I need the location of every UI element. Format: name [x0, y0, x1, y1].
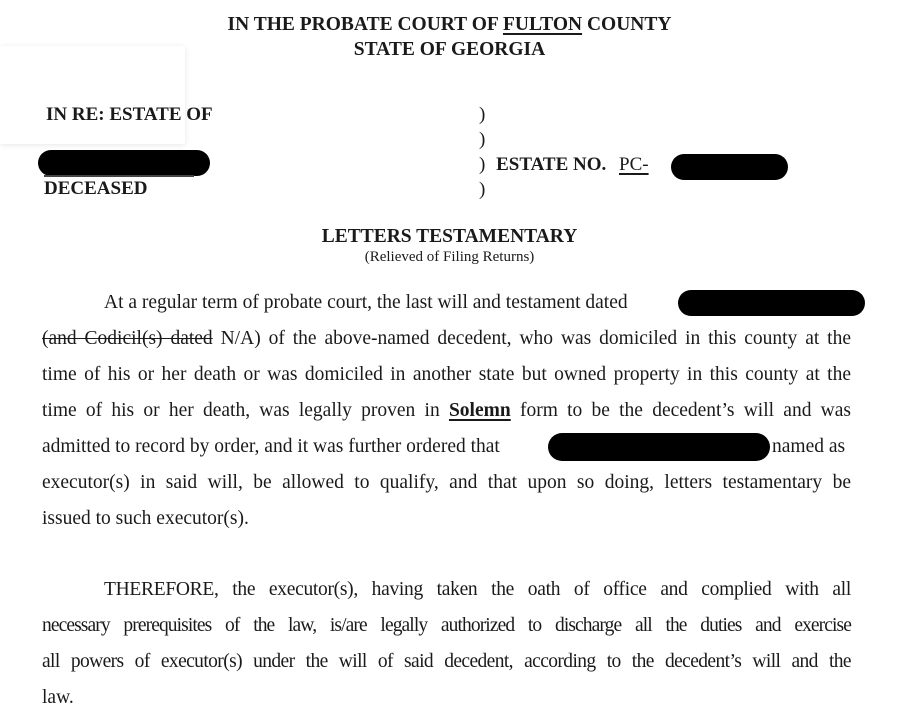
p2-line-4: law.: [42, 687, 74, 708]
decedent-name-redaction: [38, 150, 210, 176]
estate-no-label: ESTATE NO.: [496, 154, 607, 175]
p1-line-2: [42, 328, 851, 350]
codicil-na: N/A: [220, 328, 255, 349]
state-heading: STATE OF GEORGIA: [353, 39, 546, 60]
executor-name-redaction: [548, 433, 770, 461]
p1-line-3: time of his or her death or was domiciled in another state but owned property in this county at the: [42, 364, 851, 385]
deceased-label: DECEASED: [44, 178, 148, 199]
p1-line-4-b: form to be the decedent’s will and was: [519, 400, 851, 421]
in-re-label: IN RE: ESTATE OF: [46, 104, 213, 125]
estate-no-redaction: [671, 154, 788, 180]
form-type: Solemn: [448, 400, 511, 421]
will-date-redaction: [678, 290, 865, 316]
caption-paren-4: ): [479, 179, 486, 200]
p1-line-6: executor(s) in said will, be allowed to qualify, and that upon so doing, letters testamentary be: [42, 472, 851, 493]
heading-prefix: IN THE PROBATE COURT OF: [227, 14, 499, 35]
p1-line-5-a: admitted to record by order, and it was further ordered that: [42, 436, 500, 457]
p2-line-1: THEREFORE, the executor(s), having taken the oath of office and complied with all: [104, 579, 851, 600]
caption-paren-2: ): [479, 129, 486, 150]
p1-line-4: [42, 400, 851, 422]
document-title: LETTERS TESTAMENTARY: [321, 226, 578, 247]
p1-line-1: At a regular term of probate court, the last will and testament dated: [104, 292, 628, 313]
court-heading: [0, 14, 899, 36]
p1-line-2-rest: ) of the above-named decedent, who was domiciled in this county at the: [254, 328, 851, 349]
heading-suffix: COUNTY: [586, 14, 672, 35]
p1-line-5-b: named as: [772, 436, 846, 457]
document-subtitle: (Relieved of Filing Returns): [364, 249, 535, 265]
caption-paren-1: ): [479, 104, 486, 125]
county-name: FULTON: [502, 14, 583, 35]
estate-no-prefix: PC-: [619, 154, 649, 175]
caption-paren-3: [479, 154, 649, 176]
codicil-struck-text: (and Codicil(s) dated: [42, 328, 213, 349]
decedent-name-line: [44, 175, 194, 177]
p2-line-3: all powers of executor(s) under the will of said decedent, according to the decedent’s will and the: [42, 651, 851, 672]
p1-line-7: issued to such executor(s).: [42, 508, 249, 529]
p2-line-2: necessary prerequisites of the law, is/are legally authorized to discharge all the duties and exercise: [42, 615, 851, 636]
paren: ): [479, 154, 486, 175]
p1-line-4-a: time of his or her death, was legally proven in: [42, 400, 440, 421]
